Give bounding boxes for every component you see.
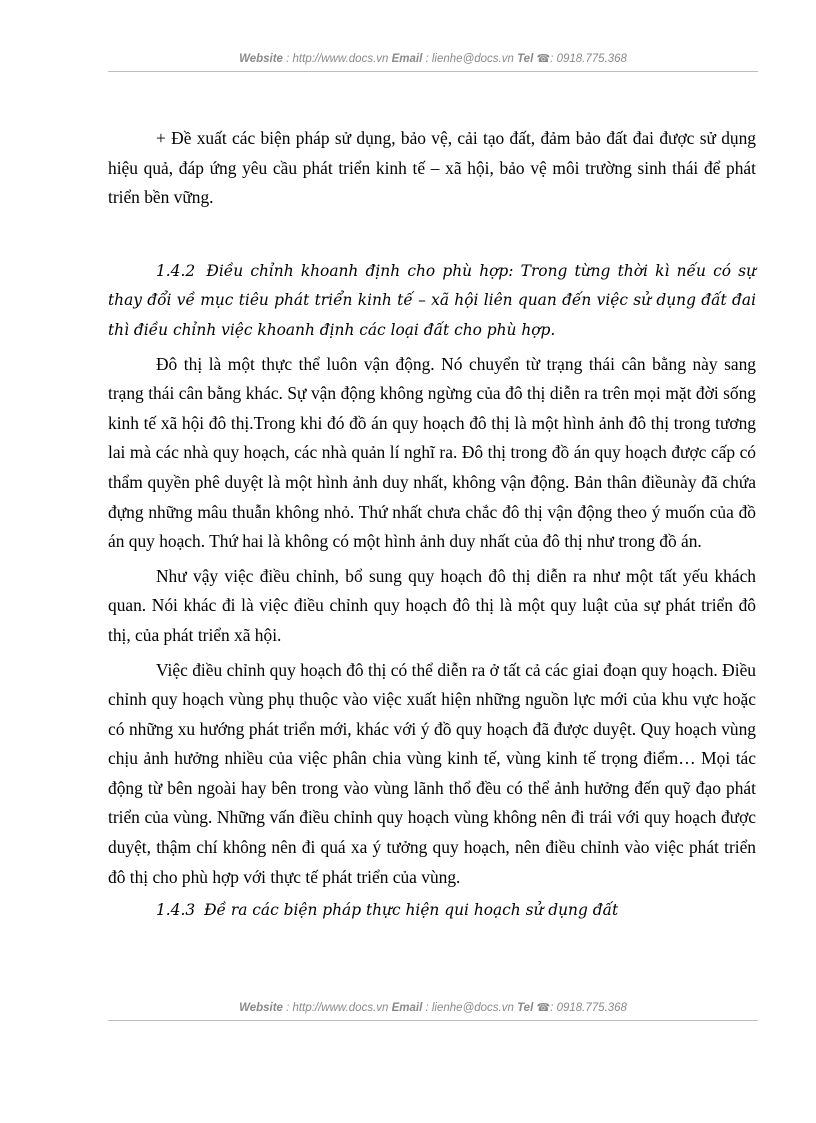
header-email-value: : lienhe@docs.vn xyxy=(422,53,518,65)
footer-email-value: : lienhe@docs.vn xyxy=(422,1002,518,1014)
header-website-value: : http://www.docs.vn xyxy=(282,53,392,65)
footer-divider xyxy=(108,1020,758,1021)
page-body xyxy=(108,124,756,926)
page-header xyxy=(108,52,758,65)
footer-tel-value: : 0918.775.368 xyxy=(550,1002,627,1014)
header-tel-label: Tel xyxy=(517,53,534,65)
phone-icon: ☎ xyxy=(536,1002,551,1014)
paragraph-3: Việc điều chỉnh quy hoạch đô thị có thể diễn ra ở tất cả các giai đoạn quy hoạch. Điều chỉnh quy hoạch vùng phụ thuộc vào việc xuất hiện những nguồn lực mới của khu vực hoặc có những xu hướng phát triển mới, khác với ý đồ quy hoạch đã được duyệt. Quy hoạch vùng chịu ảnh hưởng nhiều của việc phân chia vùng kinh tế, vùng kinh tế trọng điểm… Mọi tác động từ bên ngoài hay bên trong vào vùng lãnh thổ đều có thể ảnh hưởng đến quỹ đạo phát triển của vùng. Những vấn điều chỉnh quy hoạch vùng không nên đi trái với quy hoạch được duyệt, thậm chí không nên đi quá xa ý tưởng quy hoạch, nên điều chỉnh vào việc phát triển đô thị cho phù hợp với thực tế phát triển của vùng. xyxy=(108,659,756,887)
footer-tel-label: Tel xyxy=(517,1002,534,1014)
section-1-4-2-text: Điều chỉnh khoanh định cho phù hợp: Trong từng thời kì nếu có sự thay đổi về mục tiêu phát triển kinh tế – xã hội liên quan đến việc sử dụng đất đai thì điều chỉnh việc khoanh định các loại đất cho phù hợp. xyxy=(108,261,756,339)
phone-icon: ☎ xyxy=(536,53,551,65)
header-website-label: Website xyxy=(239,53,283,65)
header-email-label: Email xyxy=(391,53,423,65)
paragraph-2: Như vậy việc điều chỉnh, bổ sung quy hoạch đô thị diễn ra như một tất yếu khách quan. Nói khác đi là việc điều chỉnh quy hoạch đô thị là một quy luật của sự phát triển đô thị, của phát triển xã hội. xyxy=(108,565,756,645)
header-tel-value: : 0918.775.368 xyxy=(550,53,627,65)
section-1-4-3-text: Đề ra các biện pháp thực hiện qui hoạch sử dụng đất xyxy=(204,901,619,920)
section-1-4-2-number: 1.4.2 xyxy=(156,261,196,280)
bullet-paragraph: + Đề xuất các biện pháp sử dụng, bảo vệ, cải tạo đất, đảm bảo đất đai được sử dụng hiệu quả, đáp ứng yêu cầu phát triển kinh tế – xã hội, bảo vệ môi trường sinh thái để phát triển bền vững. xyxy=(108,128,756,208)
paragraph-1: Đô thị là một thực thể luôn vận động. Nó chuyển từ trạng thái cân bằng này sang trạng thái cân bằng khác. Sự vận động không ngừng của đô thị diễn ra trên mọi mặt đời sống kinh tế xã hội đô thị.Trong khi đó đồ án quy hoạch đô thị là một hình ảnh đô thị trong tương lai mà các nhà quy hoạch, các nhà quản lí nghĩ ra. Đô thị trong đồ án quy hoạch được cấp có thẩm quyền phê duyệt là một hình ảnh duy nhất, không vận động. Bản thân điềunày đã chứa đựng những mâu thuẫn không nhỏ. Thứ nhất chưa chắc đô thị vận động theo ý muốn của đồ án quy hoạch. Thứ hai là không có một hình ảnh duy nhất của đô thị như trong đồ án. xyxy=(108,353,756,552)
footer-website-value: : http://www.docs.vn xyxy=(282,1002,392,1014)
section-1-4-3 xyxy=(108,896,756,926)
page-footer xyxy=(108,1001,758,1014)
header-divider xyxy=(108,71,758,72)
section-1-4-2 xyxy=(108,257,756,346)
footer-email-label: Email xyxy=(391,1002,423,1014)
section-1-4-3-number: 1.4.3 xyxy=(156,901,196,920)
footer-website-label: Website xyxy=(239,1002,283,1014)
